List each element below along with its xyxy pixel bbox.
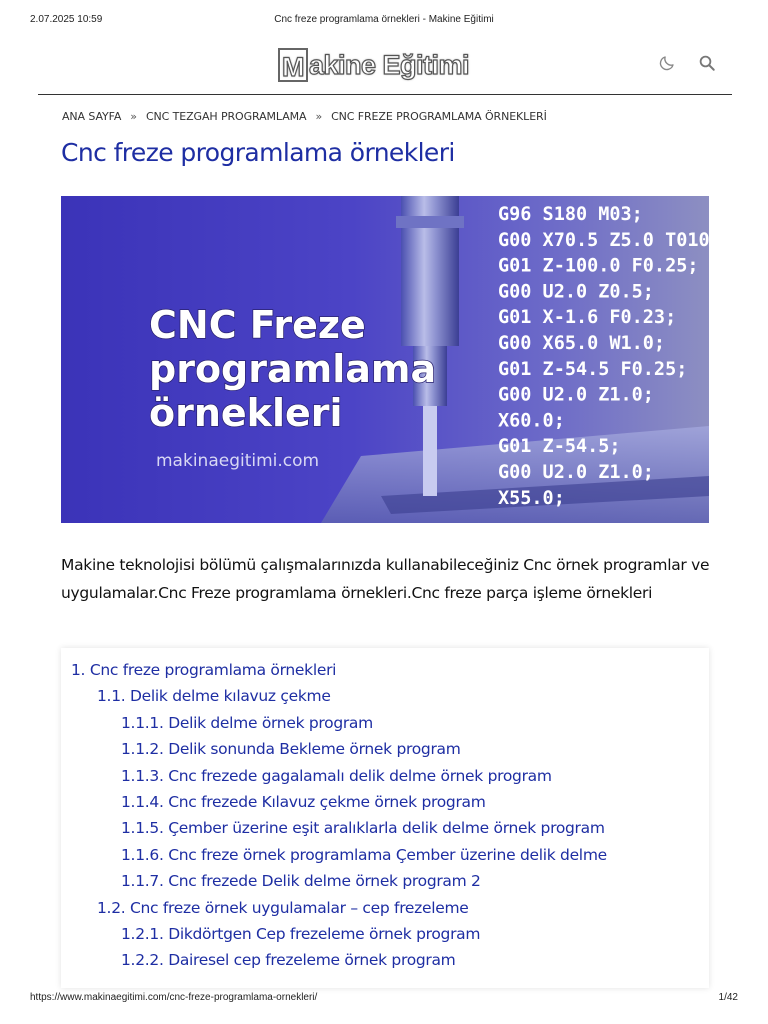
- site-header: [38, 40, 732, 95]
- toc-item: [61, 789, 709, 815]
- toc-item: [61, 842, 709, 868]
- page-title: Cnc freze programlama örnekleri: [61, 138, 455, 167]
- toc-item: [61, 683, 709, 709]
- hero-gcode-line: G96 S180 M03;: [498, 204, 643, 225]
- breadcrumb: [62, 110, 722, 123]
- toc-link[interactable]: 1.1.3. Cnc frezede gagalamalı delik delme örnek program: [121, 766, 552, 785]
- toc-link[interactable]: 1.1.2. Delik sonunda Bekleme örnek program: [121, 740, 461, 759]
- site-logo[interactable]: [278, 46, 469, 84]
- print-header: [30, 14, 738, 30]
- toc-link[interactable]: 1.1.7. Cnc frezede Delik delme örnek program 2: [121, 872, 481, 891]
- breadcrumb-category[interactable]: CNC TEZGAH PROGRAMLAMA: [145, 110, 307, 123]
- hero-gcode-line: G00 X70.5 Z5.0 T0101 M: [498, 229, 744, 251]
- hero-headline-line-1: CNC Freze: [149, 303, 366, 347]
- toc-link[interactable]: 1.1. Delik delme kılavuz çekme: [97, 687, 331, 706]
- moon-icon[interactable]: [658, 54, 676, 72]
- print-page-number: 1/42: [718, 992, 738, 1003]
- intro-paragraph: Makine teknolojisi bölümü çalışmalarınızda kullanabileceğiniz Cnc örnek programlar ve uygulamalar.Cnc Freze programlama örnekleri.Cnc freze parça işleme örnekleri: [61, 556, 710, 602]
- toc-link[interactable]: 1.1.5. Çember üzerine eşit aralıklarla delik delme örnek program: [121, 819, 605, 838]
- hero-site-url: makinaegitimi.com: [156, 451, 320, 471]
- toc-item: [61, 710, 709, 736]
- hero-gcode-line: G00 X65.0 W1.0;: [498, 333, 666, 354]
- toc-item: [61, 815, 709, 841]
- toc-link[interactable]: 1.2. Cnc freze örnek uygulamalar – cep frezeleme: [97, 898, 469, 917]
- toc-item: [61, 921, 709, 947]
- toc-list: [61, 648, 709, 974]
- toc-link[interactable]: 1. Cnc freze programlama örnekleri: [71, 661, 337, 679]
- hero-gcode-line: X60.0;: [498, 410, 565, 432]
- hero-gcode-line: G00 U2.0 Z1.0;: [498, 384, 654, 406]
- toc-item: [61, 947, 709, 973]
- print-document-title: Cnc freze programlama örnekleri - Makine Eğitimi: [274, 14, 494, 25]
- header-icons: [658, 54, 716, 72]
- print-date: 2.07.2025 10:59: [30, 14, 103, 25]
- breadcrumb-current: CNC FREZE PROGRAMLAMA ÖRNEKLERİ: [331, 110, 547, 123]
- print-url: https://www.makinaegitimi.com/cnc-freze-programlama-ornekleri/: [30, 992, 318, 1003]
- table-of-contents: [61, 648, 709, 988]
- hero-image: [61, 196, 744, 523]
- hero-gcode-line: G01 Z-54.5;: [498, 436, 621, 458]
- toc-link[interactable]: 1.1.1. Delik delme örnek program: [121, 713, 373, 732]
- hero-headline-line-2: programlama: [149, 347, 437, 391]
- toc-item: [61, 868, 709, 894]
- hero-gcode-line: X55.0;: [498, 487, 565, 509]
- logo-m-box: M: [278, 48, 308, 82]
- logo-text: akine Eğitimi: [309, 49, 470, 80]
- toc-link[interactable]: 1.2.1. Dikdörtgen Cep frezeleme örnek program: [121, 924, 481, 943]
- hero-gcode-line: G00 U2.0 Z1.0;: [498, 462, 654, 483]
- hero-headline-line-3: örnekleri: [149, 391, 343, 435]
- search-icon[interactable]: [698, 54, 716, 72]
- breadcrumb-home[interactable]: ANA SAYFA: [62, 110, 122, 123]
- breadcrumb-separator: »: [315, 110, 323, 123]
- toc-item: [61, 763, 709, 789]
- toc-link[interactable]: 1.1.4. Cnc frezede Kılavuz çekme örnek program: [121, 792, 486, 811]
- toc-link[interactable]: 1.1.6. Cnc freze örnek programlama Çember üzerine delik delme: [121, 845, 607, 864]
- toc-link[interactable]: 1.2.2. Dairesel cep frezeleme örnek program: [121, 951, 456, 970]
- hero-gcode-line: G01 Z-100.0 F0.25;: [498, 255, 699, 277]
- hero-gcode-line: G01 X-1.6 F0.23;: [498, 307, 677, 329]
- toc-item: [61, 895, 709, 921]
- toc-item: [61, 736, 709, 762]
- hero-gcode-line: G01 Z-54.5 F0.25;: [498, 358, 688, 380]
- print-footer: [30, 992, 738, 1008]
- hero-spindle-ring: [396, 216, 464, 228]
- toc-item: [61, 657, 709, 683]
- breadcrumb-separator: »: [130, 110, 137, 123]
- hero-gcode-line: G00 U2.0 Z0.5;: [498, 281, 654, 303]
- hero-end-mill: [423, 406, 437, 496]
